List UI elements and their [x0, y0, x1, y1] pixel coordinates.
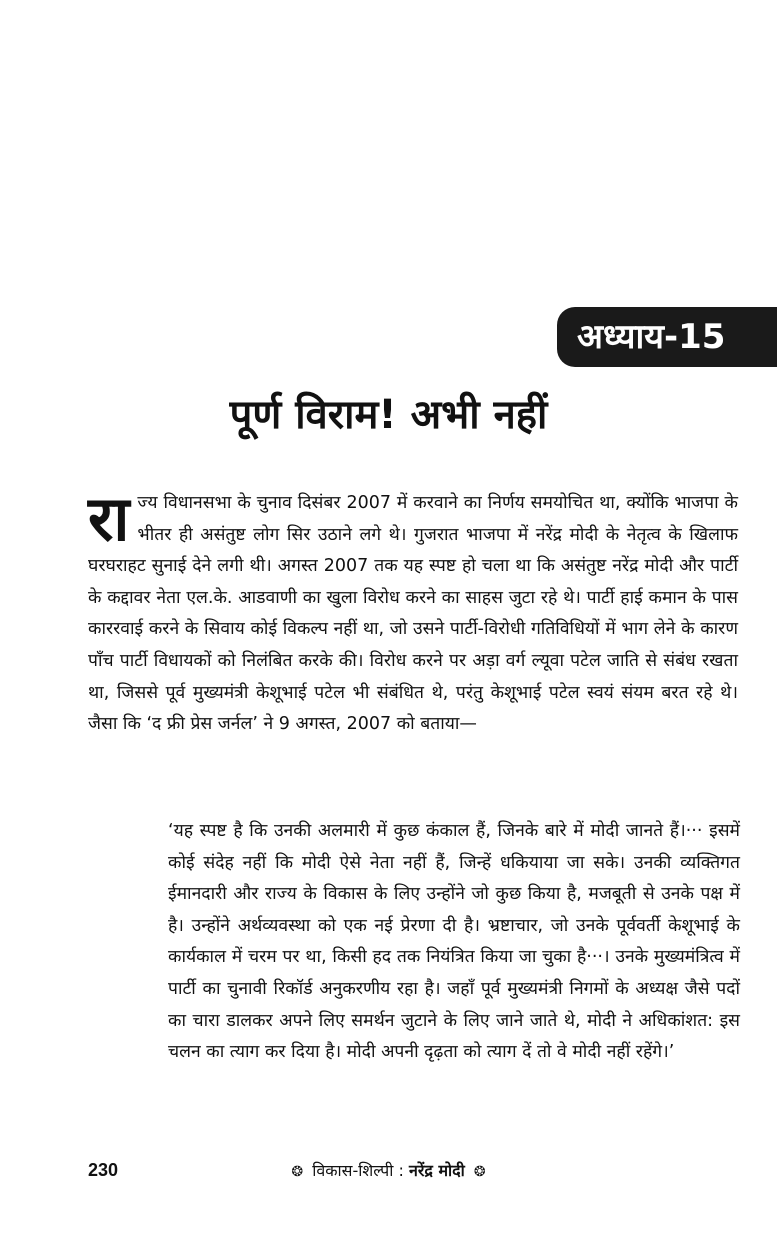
drop-cap: रा [88, 482, 130, 555]
paragraph-text: ज्य विधानसभा के चुनाव दिसंबर 2007 में करवाने का निर्णय समयोचित था, क्योंकि भाजपा के भीतर ही असंतुष्ट लोग सिर उठाने लगे थे। गुजरात भाजपा में नरेंद्र मोदी के नेतृत्व के खिलाफ घरघराहट सुनाई देने लगी थी। अगस्त 2007 तक यह स्पष्ट हो चला था कि असंतुष्ट नरेंद्र मोदी और पार्टी के कद्दावर नेता एल.के. आडवाणी का खुला विरोध करने का साहस जुटा रहे थे। पार्टी हाई कमान के पास काररवाई करने के सिवाय कोई विकल्प नहीं था, जो उसने पार्टी-विरोधी गतिविधियों में भाग लेने के कारण पाँच पार्टी विधायकों को निलंबित करके की। विरोध करने पर अड़ा वर्ग ल्यूवा पटेल जाति से संबंध रखता था, जिससे पूर्व मुख्यमंत्री केशूभाई पटेल भी संबंधित थे, परंतु केशूभाई पटेल स्वयं संयम बरत रहे थे। जैसा कि ‘द फ्री प्रेस जर्नल’ ने 9 अगस्त, 2007 को बताया— [88, 493, 738, 735]
chapter-title: पूर्ण विराम! अभी नहीं [229, 392, 548, 438]
running-title [0, 1158, 777, 1185]
body-paragraph [88, 482, 738, 741]
ornament-icon: ❂ [473, 1164, 486, 1180]
chapter-label: अध्याय-15 [577, 317, 726, 357]
chapter-number-tab [557, 307, 777, 367]
page-footer [0, 1158, 777, 1188]
book-name: नरेंद्र मोदी [408, 1161, 465, 1180]
ornament-icon: ❂ [291, 1164, 304, 1180]
book-title: विकास-शिल्पी : [312, 1161, 404, 1180]
page-number: 230 [88, 1160, 119, 1180]
block-quote: ‘यह स्पष्ट है कि उनकी अलमारी में कुछ कंकाल हैं, जिनके बारे में मोदी जानते हैं।··· इसमें कोई संदेह नहीं कि मोदी ऐसे नेता नहीं हैं, जिन्हें धकियाया जा सके। उनकी व्यक्तिगत ईमानदारी और राज्य के विकास के लिए उन्होंने जो कुछ किया है, मजबूती से उनके पक्ष में है। उन्होंने अर्थव्यवस्था को एक नई प्रेरणा दी है। भ्रष्टाचार, जो उनके पूर्ववर्ती केशूभाई के कार्यकाल में चरम पर था, किसी हद तक नियंत्रित किया जा चुका है···। उनके मुख्यमंत्रित्व में पार्टी का चुनावी रिकॉर्ड अनुकरणीय रहा है। जहाँ पूर्व मुख्यमंत्री निगमों के अध्यक्ष जैसे पदों का चारा डालकर अपने लिए समर्थन जुटाने के लिए जाने जाते थे, मोदी ने अधिकांशत: इस चलन का त्याग कर दिया है। मोदी अपनी दृढ़ता को त्याग दें तो वे मोदी नहीं रहेंगे।’ [168, 821, 740, 1063]
